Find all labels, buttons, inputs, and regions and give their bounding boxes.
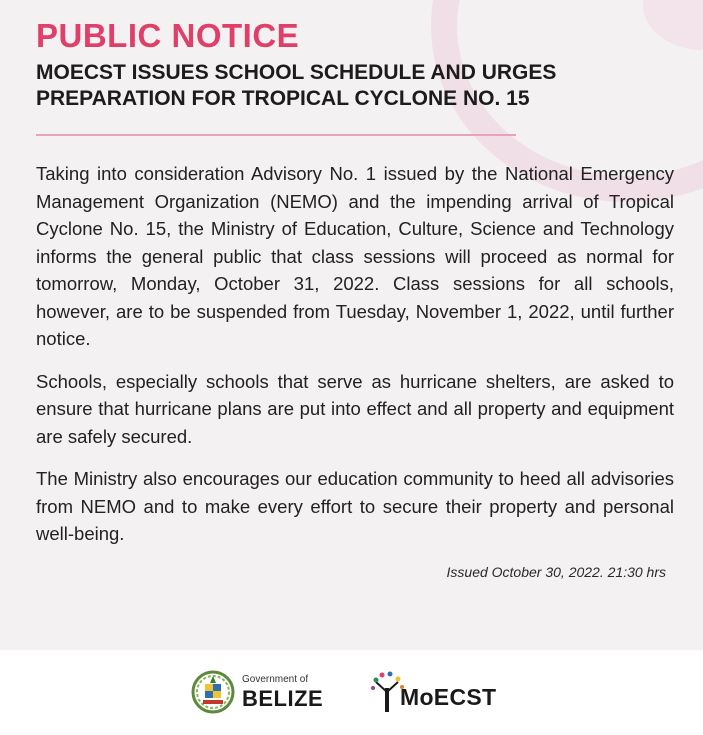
- notice-body: [36, 16, 674, 580]
- footer: [0, 650, 703, 735]
- issued-date: Issued October 30, 2022. 21:30 hrs: [446, 563, 666, 580]
- footer-logos: [188, 664, 528, 724]
- government-of-belize-logo: [188, 664, 338, 724]
- belize-crest-icon: [191, 670, 235, 714]
- notice-headline: MOECST ISSUES SCHOOL SCHEDULE AND URGES PREPARATION FOR TROPICAL CYCLONE NO. 15: [36, 61, 557, 110]
- paragraph-1: Taking into consideration Advisory No. 1 issued by the National Emergency Management Organization (NEMO) and the impending arrival of Tropical Cyclone No. 15, the Ministry of Education, Culture, Science and Technology informs the general public that class sessions will proceed as normal for tomorrow, Monday, October 31, 2022. Class sessions for all schools, however, are to be suspended from Tuesday, November 1, 2022, until further notice.: [36, 163, 674, 349]
- moecst-label: MoECST: [400, 684, 497, 710]
- belize-label: BELIZE: [242, 686, 324, 711]
- paragraph-2: Schools, especially schools that serve as hurricane shelters, are asked to ensure that hurricane plans are put into effect and all property and equipment are safely secured.: [36, 370, 674, 447]
- government-of-label: Government of: [242, 674, 309, 685]
- paragraph-3: The Ministry also encourages our education community to heed all advisories from NEMO and to make every effort to secure their property and personal well-being.: [36, 468, 674, 544]
- notice-title: PUBLIC NOTICE: [36, 17, 300, 54]
- divider: [36, 134, 516, 136]
- moecst-logo: [370, 664, 530, 724]
